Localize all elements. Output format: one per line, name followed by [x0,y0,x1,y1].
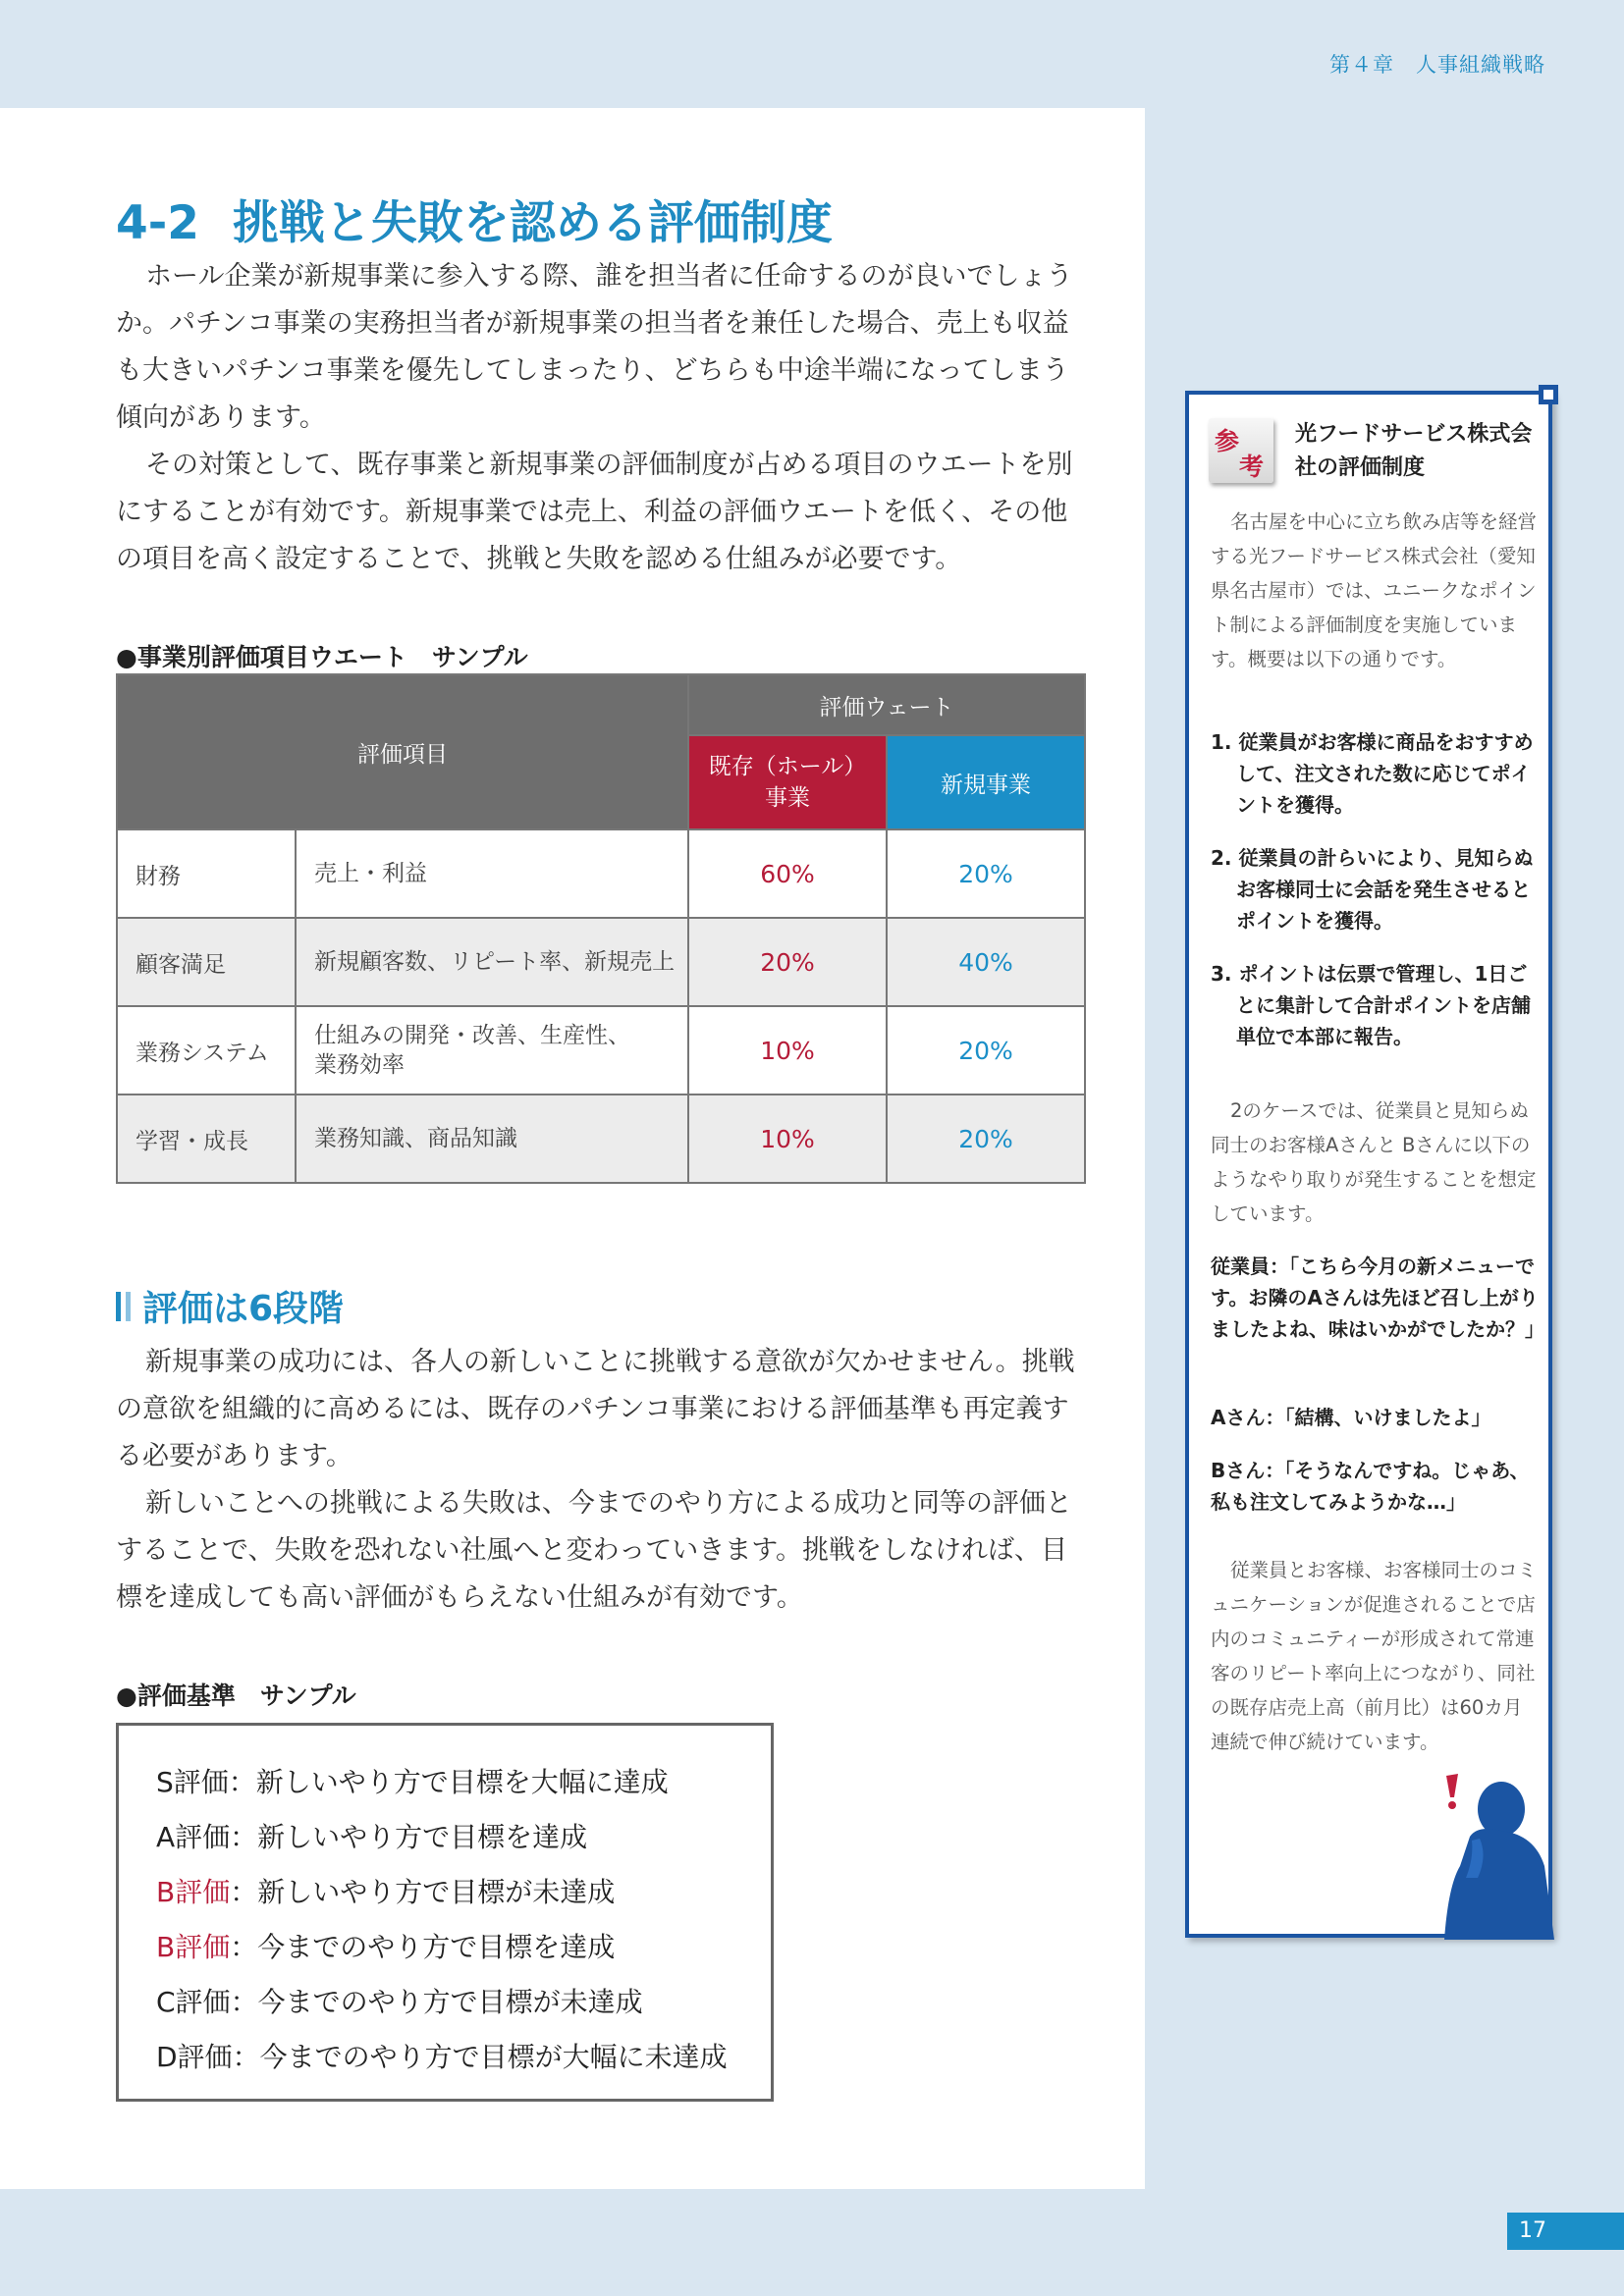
paragraph: 従業員とお客様、お客様同士のコミュニケーションが促進されることで店内のコミュニティーが形成されて常連客のリピート率向上につながり、同社の既存店売上高（前月比）は60カ月連続で伸び続けています。 [1211,1559,1538,1753]
header-item: 評価項目 [117,674,688,829]
paragraph: 名古屋を中心に立ち飲み店等を経営する光フードサービス株式会社（愛知県名古屋市）では、ユニークなポイント制による評価制度を実施しています。概要は以下の通りです。 [1211,510,1538,670]
section-number: 4-2 [116,196,199,250]
paragraph: その対策として、既存事業と新規事業の評価制度が占める項目のウエートを別にすることが有効です。新規事業では売上、利益の評価ウエートを低く、その他の項目を高く設定することで、挑戦と失敗を認める仕組みが必要です。 [116,450,1073,574]
row-existing-weight: 60% [688,829,887,918]
subsection-heading [116,1281,344,1331]
dialog-line: 従業員：「こちら今月の新メニューです。お隣のAさんは先ほど召し上がりましたよね、味はいかがでしたか？」 [1211,1255,1544,1341]
reference-sidebar [1185,391,1552,1938]
row-items: 売上・利益 [296,829,688,918]
table-row [117,1095,1085,1183]
row-items: 新規顧客数、リピート率、新規売上 [296,918,688,1006]
grade-desc: ：新しいやり方で目標を大幅に達成 [228,1766,669,1798]
table-caption: ●事業別評価項目ウエート サンプル [116,643,528,671]
grade-label: B評価 [156,1876,231,1908]
heading-bar-icon [116,1292,131,1321]
section-title [116,187,833,252]
header-new: 新規事業 [887,735,1085,829]
section-title-text: 挑戦と失敗を認める評価制度 [232,196,833,250]
dialog-line: Aさん：「結構、いけましたよ」 [1211,1406,1491,1429]
list-item: 1. 従業員がお客様に商品をおすすめして、注文された数に応じてポイントを獲得。 [1211,730,1534,817]
dialog-line: Bさん：「そうなんですね。じゃあ、私も注文してみようかな…」 [1211,1459,1530,1514]
row-existing-weight: 20% [688,918,887,1006]
subsection-body [116,1339,1088,1622]
grade-desc: ：今までのやり方で目標が大幅に未達成 [232,2041,728,2073]
reference-badge-icon [1209,418,1273,483]
paragraph: ホール企業が新規事業に参入する際、誰を担当者に任命するのが良いでしょうか。パチンコ事業の実務担当者が新規事業の担当者を兼任した場合、売上も収益も大きいパチンコ事業を優先してしまったり、どちらも中途半端になってしまう傾向があります。 [116,261,1073,433]
criteria-row [156,1975,771,2030]
row-category: 学習・成長 [117,1095,296,1183]
weight-table [116,673,1086,1184]
corner-decoration-icon [1539,385,1558,404]
paragraph: 新規事業の成功には、各人の新しいことに挑戦する意欲が欠かせません。挑戦の意欲を組織的に高めるには、既存のパチンコ事業における評価基準も再定義する必要があります。 [116,1347,1075,1471]
row-existing-weight: 10% [688,1095,887,1183]
criteria-row [156,1810,771,1865]
row-items: 仕組みの開発・改善、生産性、 業務効率 [296,1006,688,1095]
criteria-row [156,1920,771,1975]
grade-label: B評価 [156,1931,231,1963]
thinking-person-icon [1433,1768,1555,1940]
row-category: 業務システム [117,1006,296,1095]
grade-label: A評価 [156,1821,231,1853]
criteria-row [156,1865,771,1920]
paragraph: 2のケースでは、従業員と見知らぬ同士のお客様Aさんと Bさんに以下のようなやり取りが発生することを想定しています。 [1211,1099,1537,1225]
row-new-weight: 20% [887,829,1085,918]
badge-char: 参 [1215,427,1240,455]
paragraph: 新しいことへの挑戦による失敗は、今までのやり方による成功と同等の評価とすることで、失敗を恐れない社風へと変わっていきます。挑戦をしなければ、目標を達成しても高い評価がもらえない仕組みが有効です。 [116,1488,1072,1613]
criteria-box [116,1723,774,2102]
grade-label: S評価 [156,1766,229,1798]
list-item: 2. 従業員の計らいにより、見知らぬお客様同士に会話を発生させるとポイントを獲得。 [1211,846,1534,933]
header-weight: 評価ウェート [688,674,1085,735]
sidebar-title: 光フードサービス株式会社の評価制度 [1295,422,1533,480]
criteria-row [156,1755,771,1810]
sidebar-list [1211,726,1541,1074]
grade-desc: ：新しいやり方で目標が未達成 [230,1876,616,1908]
subsection-title: 評価は6段階 [142,1289,345,1329]
chapter-header: 第４章 人事組織戦略 [1329,53,1545,77]
row-category: 財務 [117,829,296,918]
sidebar-case [1211,1094,1541,1231]
row-new-weight: 20% [887,1006,1085,1095]
grade-desc: ：今までのやり方で目標が未達成 [230,1986,643,2018]
sidebar-intro [1211,505,1541,676]
row-existing-weight: 10% [688,1006,887,1095]
list-item: 3. ポイントは伝票で管理し、1日ごとに集計して合計ポイントを店舗単位で本部に報告。 [1211,962,1531,1048]
page-number: 17 [1507,2213,1624,2250]
table-row [117,918,1085,1006]
grade-label: C評価 [156,1986,231,2018]
criteria-row [156,2030,771,2085]
row-new-weight: 40% [887,918,1085,1006]
table-row [117,1006,1085,1095]
header-existing: 既存（ホール） 事業 [688,735,887,829]
grade-desc: ：新しいやり方で目標を達成 [230,1821,588,1853]
row-items: 業務知識、商品知識 [296,1095,688,1183]
badge-char: 考 [1239,453,1265,481]
criteria-caption: ●評価基準 サンプル [116,1682,356,1710]
sidebar-conclusion [1211,1553,1541,1759]
section-body [116,253,1088,583]
row-category: 顧客満足 [117,918,296,1006]
grade-label: D評価 [156,2041,233,2073]
row-new-weight: 20% [887,1095,1085,1183]
table-row [117,829,1085,918]
grade-desc: ：今までのやり方で目標を達成 [230,1931,616,1963]
